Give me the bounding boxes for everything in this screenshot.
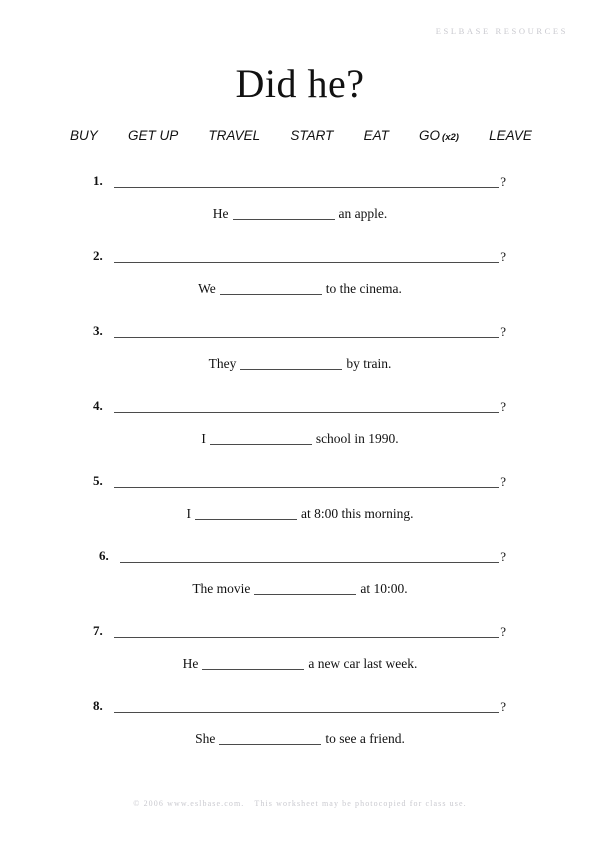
- item-number: 8.: [93, 698, 103, 713]
- question-answer-line[interactable]: [114, 399, 499, 413]
- footer-copyright: © 2006 www.eslbase.com.: [133, 799, 245, 808]
- question-mark: ?: [500, 249, 506, 264]
- verb-label: START: [290, 128, 334, 143]
- question-answer-line[interactable]: [114, 324, 499, 338]
- exercise-item: [0, 624, 600, 699]
- answer-text-after: at 10:00.: [360, 581, 408, 596]
- verb-bank: [70, 128, 532, 143]
- question-mark: ?: [500, 624, 506, 639]
- question-answer-line[interactable]: [120, 549, 499, 563]
- answer-text-after: at 8:00 this morning.: [301, 506, 414, 521]
- question-row: [0, 474, 600, 488]
- answer-text-before: The movie: [192, 581, 251, 596]
- answer-text-after: by train.: [346, 356, 392, 371]
- answer-blank[interactable]: [219, 733, 321, 745]
- item-number: 6.: [99, 548, 109, 563]
- verb-label: EAT: [363, 128, 389, 143]
- answer-text-before: They: [208, 356, 237, 371]
- question-mark: ?: [500, 324, 506, 339]
- exercise-item: [0, 174, 600, 249]
- question-mark: ?: [500, 549, 506, 564]
- answer-text-after: to see a friend.: [325, 731, 405, 746]
- exercise-item: [0, 399, 600, 474]
- verb-item-travel: [208, 128, 260, 143]
- answer-blank[interactable]: [240, 358, 342, 370]
- answer-text-after: an apple.: [338, 206, 388, 221]
- item-number: 5.: [93, 473, 103, 488]
- verb-item-go: [419, 128, 459, 143]
- question-mark: ?: [500, 699, 506, 714]
- item-number: 1.: [93, 173, 103, 188]
- running-head: ESLBASE RESOURCES: [435, 26, 568, 36]
- answer-text-after: school in 1990.: [315, 431, 399, 446]
- answer-text-before: I: [201, 431, 206, 446]
- question-answer-line[interactable]: [114, 174, 499, 188]
- answer-blank[interactable]: [210, 433, 312, 445]
- answer-row: [0, 656, 600, 672]
- answer-text-after: a new car last week.: [308, 656, 418, 671]
- question-answer-line[interactable]: [114, 474, 499, 488]
- answer-text-before: We: [198, 281, 216, 296]
- question-mark: ?: [500, 399, 506, 414]
- answer-row: [0, 581, 600, 597]
- question-row: [0, 324, 600, 338]
- question-row: [0, 699, 600, 713]
- verb-item-leave: [489, 128, 532, 143]
- verb-label: LEAVE: [489, 128, 532, 143]
- answer-text-before: He: [212, 206, 229, 221]
- question-answer-line[interactable]: [114, 699, 499, 713]
- verb-label: GO: [419, 128, 441, 143]
- question-row: [0, 399, 600, 413]
- question-row: [0, 624, 600, 638]
- exercise-item: [0, 549, 600, 624]
- exercise-list: [0, 174, 600, 774]
- answer-row: [0, 731, 600, 747]
- answer-text-after: to the cinema.: [325, 281, 402, 296]
- exercise-item: [0, 324, 600, 399]
- page-footer: [0, 799, 600, 808]
- verb-item-eat: [364, 128, 389, 143]
- question-row: [0, 549, 600, 563]
- answer-blank[interactable]: [195, 508, 297, 520]
- answer-row: [0, 431, 600, 447]
- item-number: 4.: [93, 398, 103, 413]
- answer-blank[interactable]: [202, 658, 304, 670]
- item-number: 2.: [93, 248, 103, 263]
- exercise-item: [0, 699, 600, 774]
- question-mark: ?: [500, 474, 506, 489]
- verb-label: GET UP: [127, 128, 179, 143]
- verb-item-get-up: [128, 128, 178, 143]
- answer-blank[interactable]: [254, 583, 356, 595]
- verb-quantity: (x2): [442, 132, 459, 143]
- question-row: [0, 249, 600, 263]
- verb-label: BUY: [70, 128, 98, 143]
- verb-label: TRAVEL: [208, 128, 261, 143]
- answer-row: [0, 506, 600, 522]
- item-number: 3.: [93, 323, 103, 338]
- page-title: Did he?: [235, 61, 365, 106]
- exercise-item: [0, 249, 600, 324]
- question-answer-line[interactable]: [114, 249, 499, 263]
- question-row: [0, 174, 600, 188]
- exercise-item: [0, 474, 600, 549]
- answer-text-before: She: [195, 731, 216, 746]
- answer-text-before: I: [186, 506, 191, 521]
- answer-blank[interactable]: [220, 283, 322, 295]
- question-answer-line[interactable]: [114, 624, 499, 638]
- item-number: 7.: [93, 623, 103, 638]
- answer-row: [0, 206, 600, 222]
- verb-item-buy: [70, 128, 98, 143]
- question-mark: ?: [500, 174, 506, 189]
- answer-row: [0, 281, 600, 297]
- answer-row: [0, 356, 600, 372]
- footer-notice: This worksheet may be photocopied for class use.: [254, 799, 467, 808]
- answer-blank[interactable]: [233, 208, 335, 220]
- answer-text-before: He: [182, 656, 199, 671]
- verb-item-start: [290, 128, 333, 143]
